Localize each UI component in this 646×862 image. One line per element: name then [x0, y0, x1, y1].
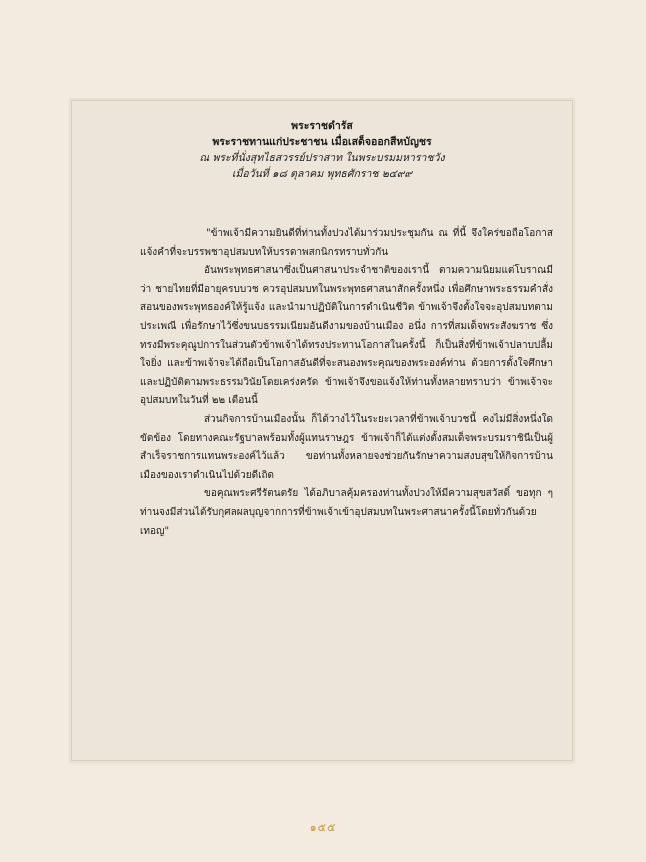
- document-page: [71, 100, 573, 761]
- speech-title: พระราชดำรัส: [291, 120, 353, 132]
- paragraph: ส่วนกิจการบ้านเมืองนั้น ก็ได้วางไว้ในระยะเวลาที่ข้าพเจ้าบวชนี้ คงไม่มีสิ่งหนึ่งใดขัดข้อง โดยทางคณะรัฐบาลพร้อมทั้งผู้แทนราษฎร ข้าพเจ้าก็ได้แต่งตั้งสมเด็จพระบรมราชินีเป็นผู้สำเร็จราชการแทนพระองค์ไว้แล้ว ขอท่านทั้งหลายจงช่วยกันรักษาความสงบสุขให้กิจการบ้านเมืองของเราดำเนินไปด้วยดีเถิด: [140, 413, 553, 481]
- paragraph: ขอคุณพระศรีรัตนตรัย ได้อภิบาลคุ้มครองท่านทั้งปวงให้มีความสุขสวัสดิ์ ขอทุก ๆ ท่านจงมีส่วนได้รับกุศลผลบุญจากการที่ข้าพเจ้าเข้าอุปสมบทในพระศาสนาครั้งนี้โดยทั่วกันด้วยเทอญ": [140, 488, 553, 537]
- speech-date: เมื่อวันที่ ๑๘ ตุลาคม พุทธศักราช ๒๔๙๙: [231, 168, 413, 180]
- page-number: ๑๕๕: [309, 821, 337, 834]
- paragraph: "ข้าพเจ้ามีความยินดีที่ท่านทั้งปวงได้มาร่วมประชุมกัน ณ ที่นี้ จึงใคร่ขอถือโอกาสแจ้งคำที่จะบรรพชาอุปสมบทให้บรรดาพสกนิกรทราบทั่วกัน: [140, 228, 553, 258]
- paragraph: อันพระพุทธศาสนาซึ่งเป็นศาสนาประจำชาติของเรานี้ ตามความนิยมแต่โบราณมีว่า ชายไทยที่มีอายุครบบวช ควรอุปสมบทในพระพุทธศาสนาสักครั้งหนึ่ง เพื่อศึกษาพระธรรมคำสั่งสอนของพระพุทธองค์ให้รู้แจ้ง และนำมาปฏิบัติในการดำเนินชีวิต ข้าพเจ้าจึงตั้งใจจะอุปสมบทตามประเพณี เพื่อรักษาไว้ซึ่งขนบธรรมเนียมอันดีงามของบ้านเมือง อนึ่ง การที่สมเด็จพระสังฆราช ซึ่งทรงมีพระคุณูปการในส่วนตัวข้าพเจ้าได้ทรงประทานโอกาสในครั้งนี้ ก็เป็นสิ่งที่ข้าพเจ้าปลาบปลื้มใจยิ่ง และข้าพเจ้าจะได้ถือเป็นโอกาสอันดีที่จะสนองพระคุณของพระองค์ท่าน ด้วยการตั้งใจศึกษาและปฏิบัติตามพระธรรมวินัยโดยเคร่งครัด ข้าพเจ้าจึงขอแจ้งให้ท่านทั้งหลายทราบว่า ข้าพเจ้าจะอุปสมบทในวันที่ ๒๒ เดือนนี้: [140, 265, 553, 407]
- speech-body: [140, 225, 553, 541]
- speech-location: ณ พระที่นั่งสุทไธสวรรย์ปราสาท ในพระบรมมหาราชวัง: [199, 152, 445, 164]
- speech-subtitle: พระราชทานแก่ประชาชน เมื่อเสด็จออกสีหบัญชร: [212, 136, 432, 148]
- speech-heading: [72, 118, 572, 182]
